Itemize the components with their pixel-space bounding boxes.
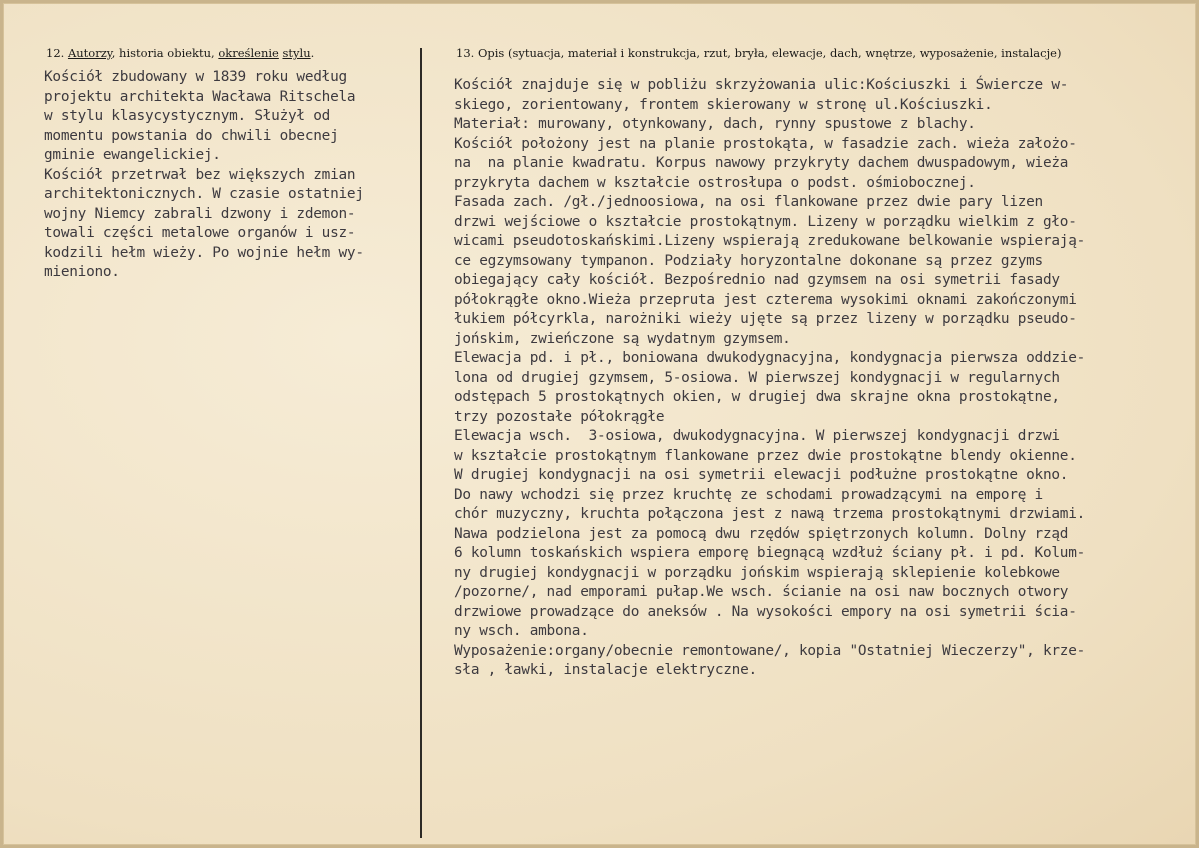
text-line: 6 kolumn toskańskich wspiera emporę biegnącą wzdłuż ściany pł. i pd. Kolum- bbox=[454, 545, 1086, 561]
text-line: wojny Niemcy zabrali dzwony i zdemon- bbox=[44, 205, 356, 222]
text-line: Kościół znajduje się w pobliżu skrzyżowania ulic:Kościuszki i Świercze w- bbox=[454, 77, 1069, 93]
text-line: obiegający cały kościół. Bezpośrednio nad gzymsem na osi symetrii fasady bbox=[454, 272, 1060, 288]
text-line: wicami pseudotoskańskimi.Lizeny wspierają zredukowane belkowanie wspierają- bbox=[454, 233, 1086, 249]
text-line: odstępach 5 prostokątnych okien, w drugiej dwa skrajne okna prostokątne, bbox=[454, 389, 1060, 405]
text-line: przykryta dachem w kształcie ostrosłupa o podst. ośmiobocznej. bbox=[454, 174, 976, 191]
text-line: w stylu klasycystycznym. Służył od bbox=[44, 108, 331, 124]
text-line: jońskim, zwieńczone są wydatnym gzymsem. bbox=[454, 330, 791, 347]
text-line: drzwiowe prowadzące do aneksów . Na wysokości empory na osi symetrii ścia- bbox=[454, 603, 1077, 620]
text-line: ny drugiej kondygnacji w porządku jońskim wspierają sklepienie kolebkowe bbox=[454, 564, 1060, 581]
text-line: towali części metalowe organów i usz- bbox=[44, 225, 356, 241]
text-line: Elewacja wsch. 3-osiowa, dwukodygnacyjna. W pierwszej kondygnacji drzwi bbox=[454, 428, 1060, 444]
text-line: drzwi wejściowe o kształcie prostokątnym. Lizeny w porządku wielkim z gło- bbox=[454, 213, 1077, 230]
section-12-title-part: Autorzy bbox=[67, 46, 112, 60]
text-line: trzy pozostałe półokrągłe bbox=[454, 408, 665, 425]
text-line: momentu powstania do chwili obecnej bbox=[44, 127, 339, 144]
text-line: półokrągłe okno.Wieża przepruta jest czterema wysokimi oknami zakończonymi bbox=[454, 291, 1077, 308]
text-line: Kościół zbudowany w 1839 roku według bbox=[44, 69, 347, 85]
section-12-text bbox=[44, 68, 364, 283]
text-line: Materiał: murowany, otynkowany, dach, rynny spustowe z blachy. bbox=[454, 116, 976, 132]
text-line: Do nawy wchodzi się przez kruchtę ze schodami prowadzącymi na emporę i bbox=[454, 486, 1043, 503]
section-12-number: 12. bbox=[46, 46, 65, 60]
inventory-card bbox=[3, 3, 1196, 845]
text-line: chór muzyczny, kruchta połączona jest z nawą trzema prostokątnymi drzwiami. bbox=[454, 506, 1086, 522]
text-line: ny wsch. ambona. bbox=[454, 623, 589, 639]
section-12-title-part: , historia obiektu, bbox=[111, 46, 219, 60]
text-line: mieniono. bbox=[44, 264, 120, 280]
text-line: na na planie kwadratu. Korpus nawowy przykryty dachem dwuspadowym, wieża bbox=[454, 155, 1069, 171]
text-line: w kształcie prostokątnym flankowane przez dwie prostokątne blendy okienne. bbox=[454, 447, 1077, 464]
section-12-title-part: stylu bbox=[282, 46, 311, 60]
section-13-text bbox=[454, 76, 1085, 681]
text-line: W drugiej kondygnacji na osi symetrii elewacji podłużne prostokątne okno. bbox=[454, 467, 1069, 483]
text-line: architektonicznych. W czasie ostatniej bbox=[44, 186, 364, 202]
text-line: projektu architekta Wacława Ritschela bbox=[44, 88, 356, 105]
section-12-title-part: . bbox=[310, 46, 315, 60]
section-13-number: 13. bbox=[456, 46, 475, 60]
text-line: ce egzymsowany tympanon. Podziały horyzontalne dokonane są przez gzyms bbox=[454, 252, 1043, 269]
text-line: Wyposażenie:organy/obecnie remontowane/, kopia "Ostatniej Wieczerzy", krze- bbox=[454, 642, 1086, 659]
text-line: lona od drugiej gzymsem, 5-osiowa. W pierwszej kondygnacji w regularnych bbox=[454, 369, 1060, 386]
text-line: kodzili hełm wieży. Po wojnie hełm wy- bbox=[44, 244, 364, 261]
text-line: Kościół położony jest na planie prostokąta, w fasadzie zach. wieża założo- bbox=[454, 135, 1077, 152]
text-line: /pozorne/, nad emporami pułap.We wsch. ścianie na osi naw bocznych otwory bbox=[454, 584, 1069, 600]
text-line: Elewacja pd. i pł., boniowana dwukodygnacyjna, kondygnacja pierwsza oddzie- bbox=[454, 350, 1086, 366]
section-13-title: Opis (sytuacja, materiał i konstrukcja, rzut, bryła, elewacje, dach, wnętrze, wyposażenie, instalacje) bbox=[477, 46, 1062, 60]
column-divider bbox=[420, 48, 422, 838]
section-12-heading bbox=[46, 46, 314, 60]
text-line: skiego, zorientowany, frontem skierowany w stronę ul.Kościuszki. bbox=[454, 96, 993, 113]
text-line: łukiem półcyrkla, narożniki wieży ujęte są przez lizeny w porządku pseudo- bbox=[454, 311, 1077, 327]
text-line: sła , ławki, instalacje elektryczne. bbox=[454, 662, 757, 678]
text-line: Fasada zach. /gł./jednoosiowa, na osi flankowane przez dwie pary lizen bbox=[454, 194, 1043, 210]
text-line: Nawa podzielona jest za pomocą dwu rzędów spiętrzonych kolumn. Dolny rząd bbox=[454, 525, 1069, 542]
section-13-heading bbox=[456, 46, 1061, 60]
text-line: Kościół przetrwał bez większych zmian bbox=[44, 166, 356, 183]
section-12-title-part: określenie bbox=[218, 46, 279, 60]
text-line: gminie ewangelickiej. bbox=[44, 147, 221, 163]
